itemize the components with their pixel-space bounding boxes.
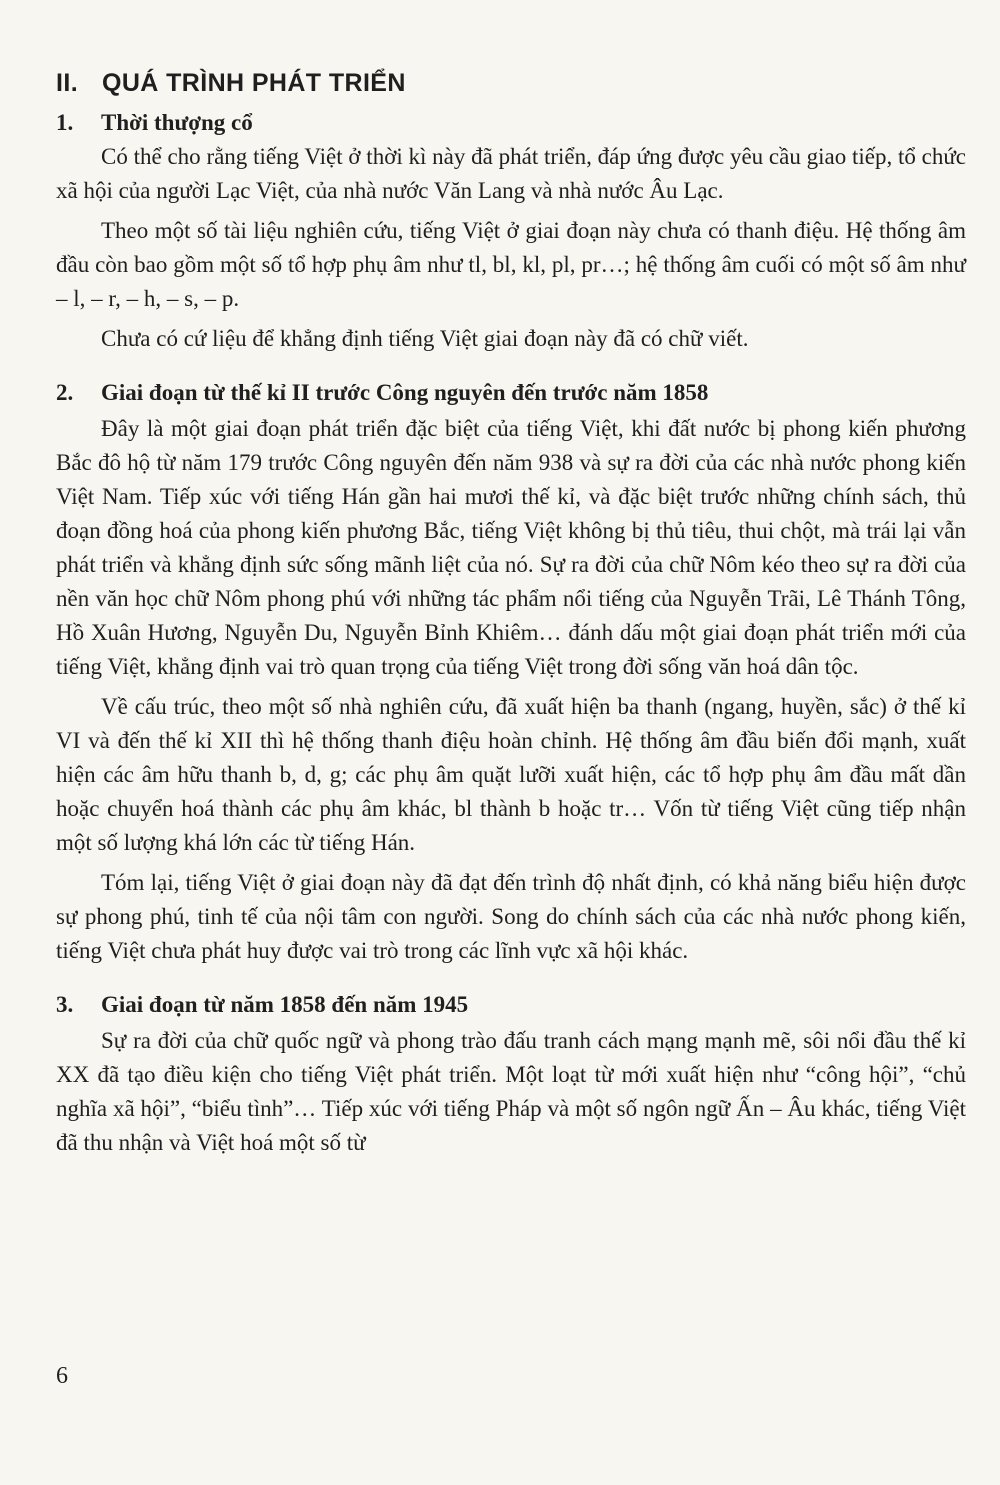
subsection-heading-2: 2. Giai đoạn từ thế kỉ II trước Công nguyên đến trước năm 1858: [56, 380, 709, 405]
page-number: 6: [56, 1363, 68, 1389]
paragraph-3-1: Sự ra đời của chữ quốc ngữ và phong trào đấu tranh cách mạng mạnh mẽ, sôi nổi đầu thế kỉ XX đã tạo điều kiện cho tiếng Việt phát triển. Một loạt từ mới xuất hiện như “công hội”, “chủ nghĩa xã hội”, “biểu tình”… Tiếp xúc với tiếng Pháp và một số ngôn ngữ Ấn – Âu khác, tiếng Việt đã thu nhận và Việt hoá một số từ: [56, 1028, 966, 1155]
paragraph-2-3: Tóm lại, tiếng Việt ở giai đoạn này đã đạt đến trình độ nhất định, có khả năng biểu hiện được sự phong phú, tinh tế của nội tâm con người. Song do chính sách của các nhà nước phong kiến, tiếng Việt chưa phát huy được vai trò trong các lĩnh vực xã hội khác.: [56, 870, 966, 963]
subsection-heading-3: 3. Giai đoạn từ năm 1858 đến năm 1945: [56, 992, 469, 1017]
paragraph-2-2: Về cấu trúc, theo một số nhà nghiên cứu, đã xuất hiện ba thanh (ngang, huyền, sắc) ở thế kỉ VI và đến thế kỉ XII thì hệ thống thanh điệu hoàn chỉnh. Hệ thống âm đầu biến đổi mạnh, xuất hiện các âm hữu thanh b, d, g; các phụ âm quặt lưỡi xuất hiện, các tổ hợp phụ âm đầu mất dần hoặc chuyển hoá thành các phụ âm khác, bl thành b hoặc tr… Vốn từ tiếng Việt cũng tiếp nhận một số lượng khá lớn các từ tiếng Hán.: [56, 694, 966, 855]
paragraph-1-1: Có thể cho rằng tiếng Việt ở thời kì này đã phát triển, đáp ứng được yêu cầu giao tiếp, tổ chức xã hội của người Lạc Việt, của nhà nước Văn Lang và nhà nước Âu Lạc.: [56, 144, 966, 203]
paragraph-2-1: Đây là một giai đoạn phát triển đặc biệt của tiếng Việt, khi đất nước bị phong kiến phương Bắc đô hộ từ năm 179 trước Công nguyên đến năm 938 và sự ra đời của các nhà nước phong kiến Việt Nam. Tiếp xúc với tiếng Hán gần hai mươi thế kỉ, và đặc biệt trước những chính sách, thủ đoạn đồng hoá của phong kiến phương Bắc, tiếng Việt không bị thủ tiêu, thui chột, mà trái lại vẫn phát triển và khẳng định sức sống mãnh liệt của nó. Sự ra đời của chữ Nôm kéo theo sự ra đời của nền văn học chữ Nôm phong phú với những tác phẩm nổi tiếng của Nguyễn Trãi, Lê Thánh Tông, Hồ Xuân Hương, Nguyễn Du, Nguyễn Bỉnh Khiêm… đánh dấu một giai đoạn phát triển mới của tiếng Việt, khẳng định vai trò quan trọng của tiếng Việt trong đời sống văn hoá dân tộc.: [56, 416, 966, 679]
paragraph-1-3: Chưa có cứ liệu để khẳng định tiếng Việt giai đoạn này đã có chữ viết.: [101, 326, 749, 351]
subsection-heading-1: 1. Thời thượng cổ: [56, 110, 253, 135]
section-title-text: QUÁ TRÌNH PHÁT TRIỂN: [102, 69, 406, 97]
paragraph-1-2: Theo một số tài liệu nghiên cứu, tiếng Việt ở giai đoạn này chưa có thanh điệu. Hệ thống âm đầu còn bao gồm một số tổ hợp phụ âm như tl, bl, kl, pl, pr…; hệ thống âm cuối có một số âm như – l, – r, – h, – s, – p.: [56, 218, 966, 311]
section-title: [56, 66, 966, 100]
section-number: II.: [56, 69, 79, 97]
